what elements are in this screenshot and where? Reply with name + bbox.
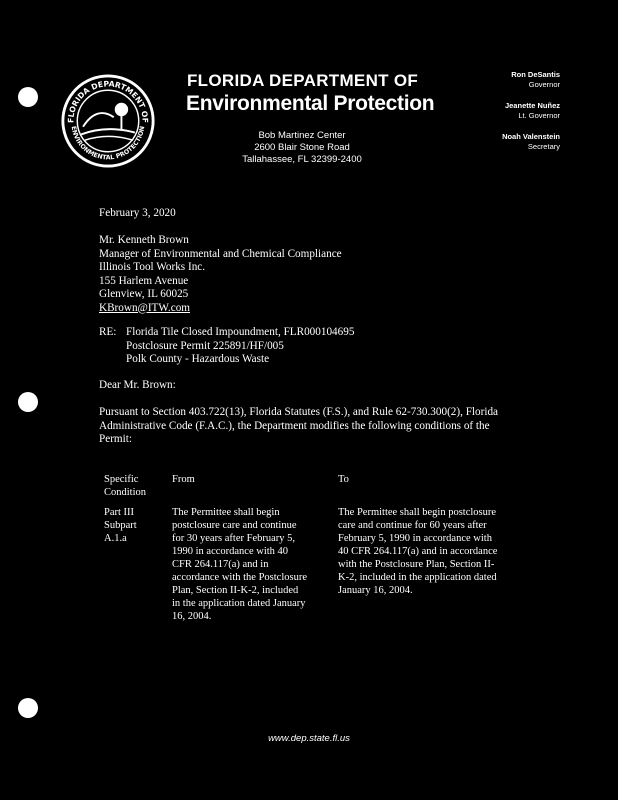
header-condition: Specific Condition <box>104 474 147 498</box>
recipient-line: Illinois Tool Works Inc. <box>99 261 206 273</box>
agency-name-line1: FLORIDA DEPARTMENT OF <box>187 71 419 90</box>
official-title: Secretary <box>527 141 560 151</box>
official-governor <box>460 70 560 89</box>
re-line: Florida Tile Closed Impoundment, FLR000104695 <box>126 326 355 338</box>
body-line: Pursuant to Section 403.722(13), Florida Statutes (F.S.), and Rule 62-730.300(2), Florida <box>99 406 499 418</box>
address-line: Bob Martinez Center <box>258 130 346 141</box>
official-title: Governor <box>528 79 560 89</box>
re-line: Postclosure Permit 225891/HF/005 <box>126 339 284 352</box>
agency-address <box>222 130 382 166</box>
agency-name-line2: Environmental Protection <box>186 92 435 115</box>
official-name: Ron DeSantis <box>511 70 560 79</box>
dep-seal-logo <box>60 73 156 169</box>
official-title: Lt. Governor <box>518 110 560 120</box>
recipient-email-link[interactable]: KBrown@ITW.com <box>99 301 190 314</box>
cell-from: The Permittee shall begin postclosure care and continue for 30 years after February 5, 1990 in accordance with 40 CFR 264.117(a) and in accordance with the Postclosure Plan, Section II-K-2, included in the application dated January 16, 2004. <box>172 507 307 622</box>
punch-hole-bottom <box>18 698 38 718</box>
re-line: Polk County - Hazardous Waste <box>126 353 270 365</box>
body-line: Administrative Code (F.A.C.), the Department modifies the following conditions of the <box>99 419 490 432</box>
officials-list <box>460 70 560 163</box>
footer-website-link[interactable]: www.dep.state.fl.us <box>268 733 350 744</box>
recipient-line: Manager of Environmental and Chemical Compliance <box>99 247 342 260</box>
re-label: RE: <box>99 326 117 338</box>
official-lt-governor <box>460 101 560 120</box>
header-from: From <box>172 474 195 485</box>
official-secretary <box>460 132 560 151</box>
body-line: Permit: <box>99 433 132 445</box>
header-to: To <box>338 474 349 485</box>
cell-condition: Part III Subpart A.1.a <box>104 507 137 544</box>
svg-text:FLORIDA DEPARTMENT OF: FLORIDA DEPARTMENT OF <box>66 79 150 124</box>
salutation: Dear Mr. Brown: <box>99 379 176 391</box>
body-paragraph <box>99 406 539 447</box>
address-line: 2600 Blair Stone Road <box>254 142 350 153</box>
punch-hole-middle <box>18 392 38 412</box>
recipient-block <box>99 234 539 315</box>
recipient-line: Mr. Kenneth Brown <box>99 234 189 246</box>
recipient-line: 155 Harlem Avenue <box>99 274 189 287</box>
official-name: Jeanette Nuñez <box>504 101 560 110</box>
svg-text:ENVIRONMENTAL PROTECTION: ENVIRONMENTAL PROTECTION <box>69 125 147 162</box>
address-line: Tallahassee, FL 32399-2400 <box>242 154 362 165</box>
cell-to: The Permittee shall begin postclosure care and continue for 60 years after February 5, 1990 in accordance with 40 CFR 264.117(a) and in accordance with the Postclosure Plan, Section II- K-2, included in the application dated January 16, 2004. <box>338 507 498 596</box>
letter-date: February 3, 2020 <box>99 207 176 219</box>
recipient-line: Glenview, IL 60025 <box>99 288 189 300</box>
re-block <box>99 326 539 367</box>
official-name: Noah Valenstein <box>502 132 560 141</box>
punch-hole-top <box>18 87 38 107</box>
